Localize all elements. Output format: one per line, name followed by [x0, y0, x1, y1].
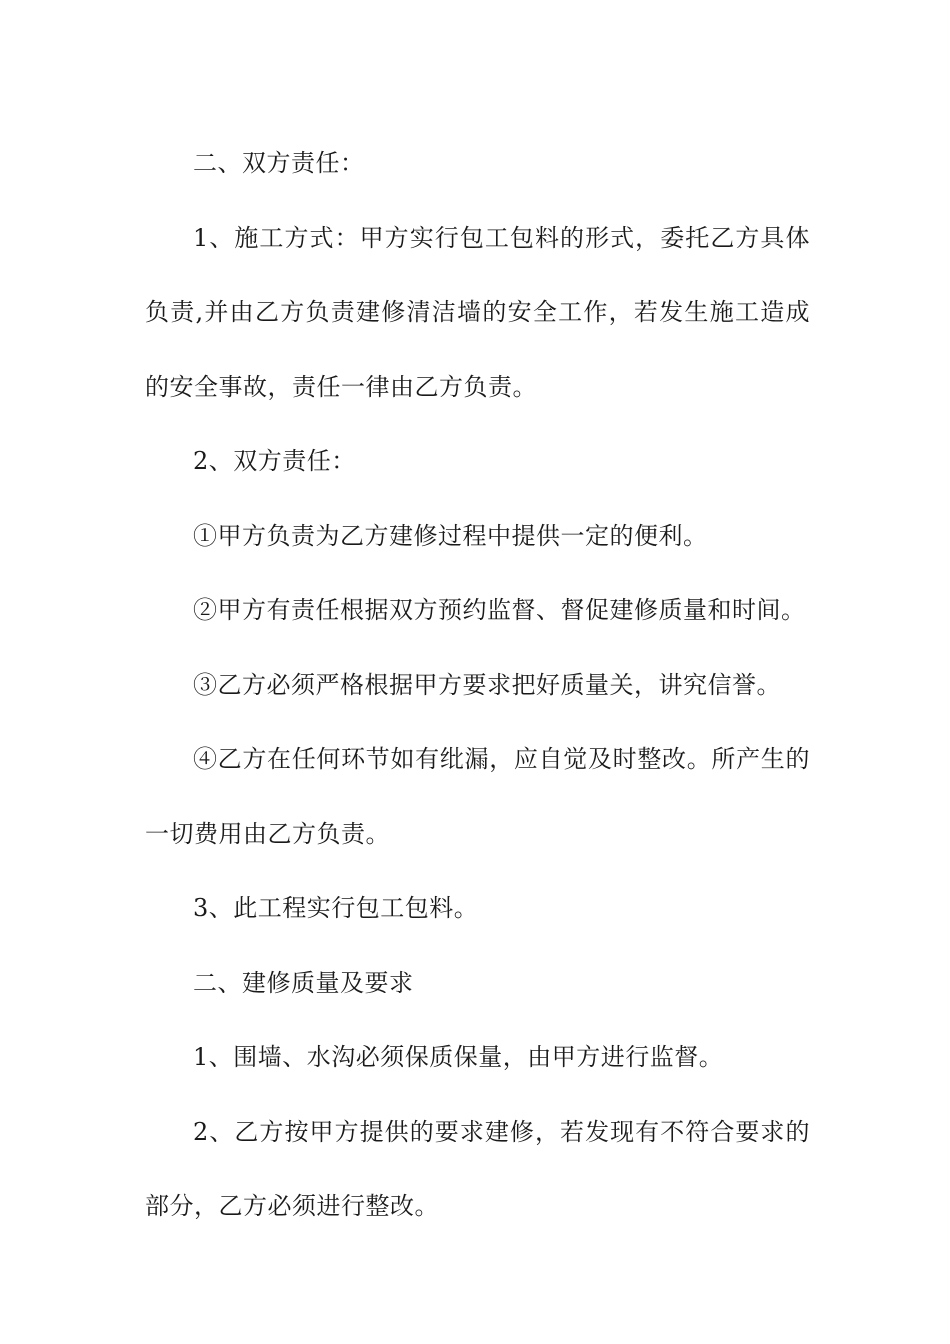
- section-heading-quality: 二、建修质量及要求: [193, 968, 414, 997]
- paragraph-quality-supervision: 1、围墙、水沟必须保质保量，由甲方进行监督。: [193, 1043, 724, 1071]
- list-item-4: ④乙方在任何环节如有纰漏，应自觉及时整改。所产生的一切费用由乙方负责。: [145, 745, 810, 848]
- section-heading-responsibilities: 二、双方责任：: [193, 149, 365, 177]
- list-item-1: ①甲方负责为乙方建修过程中提供一定的便利。: [193, 521, 708, 550]
- list-item-2: ②甲方有责任根据双方预约监督、督促建修质量和时间。: [193, 596, 806, 624]
- paragraph-rectification: 2、乙方按甲方提供的要求建修，若发现有不符合要求的部分，乙方必须进行整改。: [145, 1117, 810, 1220]
- paragraph-contract-type: 3、此工程实行包工包料。: [193, 894, 479, 922]
- paragraph-construction-method: 1、施工方式：甲方实行包工包料的形式，委托乙方具体负责,并由乙方负责建修清洁墙的安全工作，若发生施工造成的安全事故，责任一律由乙方负责。: [145, 223, 810, 401]
- subheading-mutual-responsibilities: 2、双方责任：: [193, 447, 356, 475]
- document-body: [145, 126, 810, 1244]
- list-item-3: ③乙方必须严格根据甲方要求把好质量关，讲究信誉。: [193, 670, 781, 699]
